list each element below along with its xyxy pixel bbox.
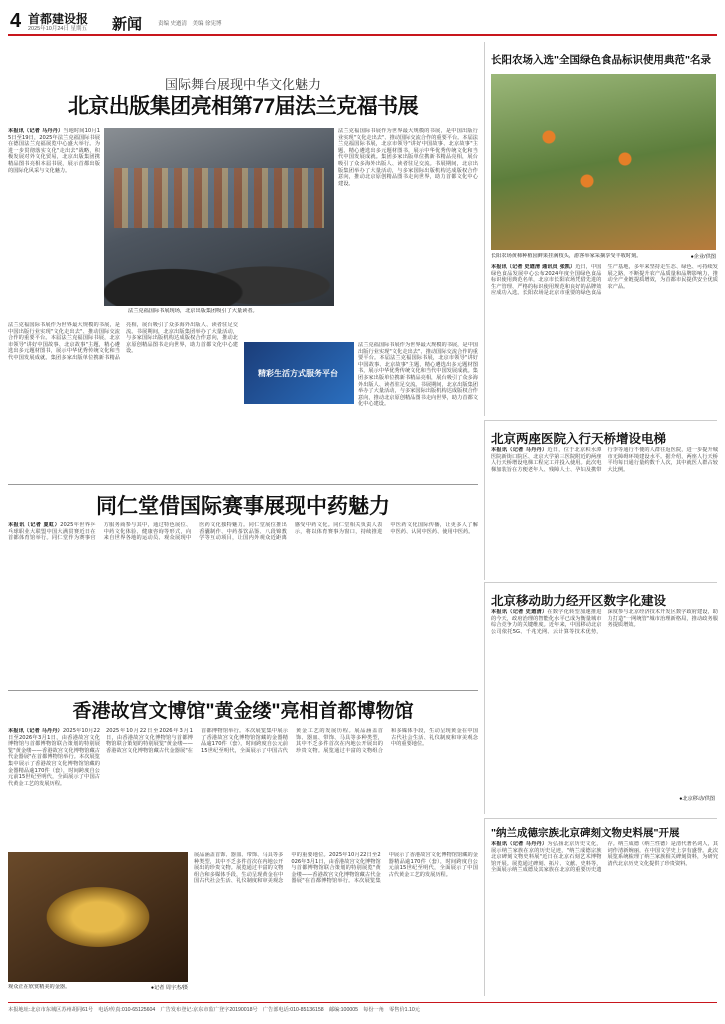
body-text: 法兰克福国际书展作为世界最大规模的书展，是中国出版行业实现"文化走出去"、推动国际交流合作的重要平台。本届法兰克福国际书展，北京市领导"讲好中国故事、北京故事"主题，精心遴选出多元题材图书，展示中华优秀传统文化和当代中国发展成就。集团多家出版单位携新书精品亮相，展台吸引了众多海外出版人、读者驻足交流。书展期间，北京出版集团举办了大量活动，与多家国际出版机构达成版权合作意向，推动北京原创精品图书走向世界，助力首都文化中心建设。 bbox=[358, 342, 478, 408]
byline: 本报讯（记者 马丹丹） bbox=[491, 447, 548, 453]
photo-credit: ●企业/供图 bbox=[690, 254, 716, 260]
banner-text: 精彩生活方式服务平台 bbox=[258, 369, 338, 378]
body-column bbox=[491, 447, 718, 577]
article-nalan bbox=[484, 818, 717, 996]
news-photo bbox=[104, 128, 334, 306]
section-rule bbox=[8, 690, 478, 691]
bookshelf-shape bbox=[114, 168, 324, 228]
body-text: 为弘扬北京历史文化，展示纳兰家族在京的历史足迹，"纳兰成德宗族北京碑刻文物史料展"近日在北京石刻艺术博物馆开展。展览通过碑刻、拓片、文献、史料等，全面展示纳兰成德及其家族在北京的重要历史遗存。 bbox=[491, 841, 619, 874]
byline: 本报讯（记者 夏虹） bbox=[8, 522, 61, 528]
body-text: 近日，中国绿色食品发展中心公布2024年度全国绿色食品标识使用典范名单，北京市长阳农场凭借先进的生产管理、严格的标识使用规范和良好的品牌效应成功入选。长阳农场是北京市重要的绿色食品生产基地，多年来坚持走生态、绿色、可持续发展之路，不断提升农产品质量和品牌影响力，推动全产业链提质增效，为首都市民提供安全优质农产品。 bbox=[491, 264, 718, 297]
byline: 本报讯（记者 史遒清） bbox=[491, 609, 548, 615]
body-text: 法兰克福国际书展作为世界最大规模的书展，是中国出版行业实现"文化走出去"、推动国际交流合作的重要平台。本届法兰克福国际书展，北京市领导"讲好中国故事、北京故事"主题，精心遴选出多元题材图书，展示中华优秀传统文化和当代中国发展成就。集团多家出版单位携新书精品亮相，展台吸引了众多海外出版人、读者驻足交流。书展期间，北京出版集团举办了大量活动，与多家国际出版机构达成版权合作意向，推动北京原创精品图书走向世界，助力首都文化中心建设。 bbox=[338, 128, 478, 187]
body-column bbox=[8, 728, 100, 848]
body-text: 2025年10月22日至2026年3月1日，由香港故宫文化博物馆与首都博物馆联合策划的特别展览"黄金缕——香港故宫文化博物馆藏古代金器展"在首都博物馆举行。本次展览集中展示了香港故宫文化博物馆馆藏的金器精品逾170件（套），时间跨度自公元前15世纪至明代，全面展示了中国古代黄金工艺的发展历程。 bbox=[291, 852, 478, 885]
photo-credit: ●北京移动/供图 bbox=[679, 796, 715, 802]
article-mobile bbox=[484, 582, 717, 814]
body-text: 在数字化转型加速推进的今天，政府治理的智能化水平已成为衡量城市综合竞争力的关键维度。近年来，中国移动北京公司依托5G、千兆光网、云计算等技术优势，深度参与北京经济技术开发区数字政府建设，助力打造"一网统管"城市治理新格局，推动政务服务提质增效。 bbox=[491, 609, 718, 635]
headline: 北京两座医院入行天桥增设电梯 bbox=[491, 432, 667, 446]
article-frankfurt bbox=[8, 42, 478, 482]
kicker: 国际舞台展现中华文化魅力 bbox=[164, 77, 321, 92]
body-text: 2025年10月22日至2026年3月1日，由香港故宫文化博物馆与首都博物馆联合策划的特别展览"黄金缕——香港故宫文化博物馆藏古代金器展"在首都博物馆举行。本次展览集中展示了香港故宫文化博物馆馆藏的金器精品逾170件（套），时间跨度自公元前15世纪至明代，全面展示了中国古代黄金工艺的发展历程。 bbox=[8, 728, 100, 787]
article-elevator bbox=[484, 420, 717, 580]
lead-text: 当地时间10月15日至19日，2025年法兰克福国际书展在德国法兰克福展览中心盛大举行。为进一步贯彻落实文化"走出去"战略，积极发展对外文化贸易，北京出版集团携精品图书亮相本届书展，展示首都出版的国际化风采与文化魅力。 bbox=[8, 128, 100, 174]
news-photo bbox=[491, 74, 716, 250]
section-rule bbox=[8, 484, 478, 485]
headline: 长阳农场入选"全国绿色食品标识使用典范"名录 bbox=[491, 54, 711, 66]
body-column bbox=[8, 322, 238, 472]
photo-credit: ●记者 周宇杰/摄 bbox=[150, 985, 188, 991]
paper-name: 首都建设报 bbox=[28, 12, 89, 26]
masthead-rule bbox=[8, 34, 717, 36]
body-text: 展品涵盖首饰、器皿、带饰、马具等多种类型，其中不乏多件首次在内地公开展出的珍贵文物。展览通过丰富的文物组合和多媒体手段，生动呈现黄金在中国古代社会生活、礼仪制度和审美观念中的重要地位。 bbox=[296, 728, 478, 754]
editor-credits: 责编 史遒清 美编 徐宪博 bbox=[158, 21, 222, 27]
body-text: 法兰克福国际书展作为世界最大规模的书展，是中国出版行业实现"文化走出去"、推动国际交流合作的重要平台。本届法兰克福国际书展，北京市领导"讲好中国故事、北京故事"主题，精心遴选出多元题材图书，展示中华优秀传统文化和当代中国发展成就。集团多家出版单位携新书精品亮相，展台吸引了众多海外出版人、读者驻足交流。书展期间，北京出版集团举办了大量活动，与多家国际出版机构达成版权合作意向，推动北京原创精品图书走向世界，助力首都文化中心建设。 bbox=[8, 322, 238, 361]
ad-banner bbox=[244, 342, 354, 404]
article-tcm bbox=[8, 488, 478, 688]
body-text: 展品涵盖首饰、器皿、带饰、马具等多种类型，其中不乏多件首次在内地公开展出的珍贵文物。展览通过丰富的文物组合和多媒体手段，生动呈现黄金在中国古代社会生活、礼仪制度和审美观念中的重要地位。 bbox=[194, 852, 329, 885]
headline: 香港故宫文博馆"黄金缕"亮相首都博物馆 bbox=[72, 701, 414, 722]
body-text: 纳兰成德（纳兰性德）是清代著名词人，其词作清新婉丽，在中国文学史上享有盛誉。此次展览系统梳理了纳兰家族相关碑刻资料，为研究清代北京历史文化提供了珍贵资料。 bbox=[607, 841, 718, 867]
byline: 本报讯（记者 马丹丹） bbox=[8, 728, 63, 734]
byline: 本报讯（记者 马丹丹） bbox=[8, 128, 64, 134]
crowd-shape bbox=[104, 238, 334, 306]
masthead bbox=[8, 8, 717, 34]
body-column bbox=[338, 128, 478, 360]
article-palace bbox=[8, 694, 478, 996]
section-name: 新闻 bbox=[112, 16, 143, 33]
photo-caption: 长阳农场黄柿种植园鲜果挂满枝头，游客举家采摘享受丰收时刻。 bbox=[491, 253, 642, 259]
footer-rule bbox=[8, 1002, 717, 1003]
body-text: 近日，位于北京积水潭医院新街口院区、北京大学第三医院附近的两座人行天桥增设电梯工程完工并投入使用。此次电梯加装旨在方便老年人、残障人士、孕妇及携带行李等通行不便的人群往返医院，进一步提升城市无障碍环境建设水平。据介绍，两座人行天桥平均每日通行量约数千人次，其中就医人群占较大比例。 bbox=[491, 447, 718, 473]
body-column bbox=[491, 841, 718, 993]
headline: 北京移动助力经开区数字化建设 bbox=[491, 594, 667, 608]
body-columns bbox=[106, 728, 478, 848]
persimmon-tree-shape bbox=[511, 104, 701, 214]
headline: 北京出版集团亮相第77届法兰克福书展 bbox=[67, 95, 419, 118]
photo-caption: 观众正在欣赏精美的金器。 bbox=[8, 984, 71, 990]
body-columns bbox=[8, 522, 478, 682]
body-column bbox=[491, 609, 718, 789]
news-photo bbox=[8, 852, 188, 982]
body-text: 2025年10月22日至2026年3月1日，由香港故宫文化博物馆与首都博物馆联合策划的特别展览"黄金缕——香港故宫文化博物馆藏古代金器展"在首都博物馆举行。本次展览集中展示了香港故宫文化博物馆馆藏的金器精品逾170件（套），时间跨度自公元前15世纪至明代，全面展示了中国古代黄金工艺的发展历程。 bbox=[106, 728, 355, 754]
article-changping bbox=[484, 42, 717, 416]
headline: 同仁堂借国际赛事展现中药魅力 bbox=[96, 495, 390, 518]
byline: 本报讯（记者 史遒清 通讯员 张凯） bbox=[491, 264, 576, 270]
footer-info: 本报地址:北京市东城区苏州胡同61号 电话/传真:010-65125604 广告发布登记:京东市监广登字20190018号 广告部电话:010-85136158 邮编:100005 每份一角 零售价1.10元 bbox=[8, 1007, 420, 1013]
body-text: 2025年世界乒乓球职业大联盟中国大满贯赛近日在首都体育馆举行。同仁堂作为赛事官方服务商参与其中，通过特色展位、中药文化体验、健康咨询等形式，向来自世界各地的运动员、观众展现中医药文化独特魅力。同仁堂展位推出香囊制作、中药茶饮品鉴、八段锦教学等互动项目，让国内外观众近距离感受中药文化。 bbox=[8, 522, 334, 542]
byline: 本报讯（记者 马丹丹） bbox=[491, 841, 548, 847]
body-columns bbox=[194, 852, 478, 992]
photo-caption: 法兰克福国际书展现场，北京出版集团吸引了大量读者。 bbox=[128, 308, 258, 314]
page-number: 4 bbox=[10, 10, 22, 32]
body-column bbox=[358, 342, 478, 472]
issue-date: 2025年10月24日 星期五 bbox=[28, 26, 87, 32]
body-text: 同仁堂相关负责人表示，将以体育赛事为窗口，持续推进中医药文化国际传播，让更多人了解中医药、认同中医药、使用中医药。 bbox=[294, 522, 478, 535]
body-column bbox=[491, 264, 718, 412]
gold-display-shape bbox=[38, 882, 158, 952]
headline: "纳兰成德宗族北京碑刻文物史料展"开展 bbox=[491, 827, 680, 839]
